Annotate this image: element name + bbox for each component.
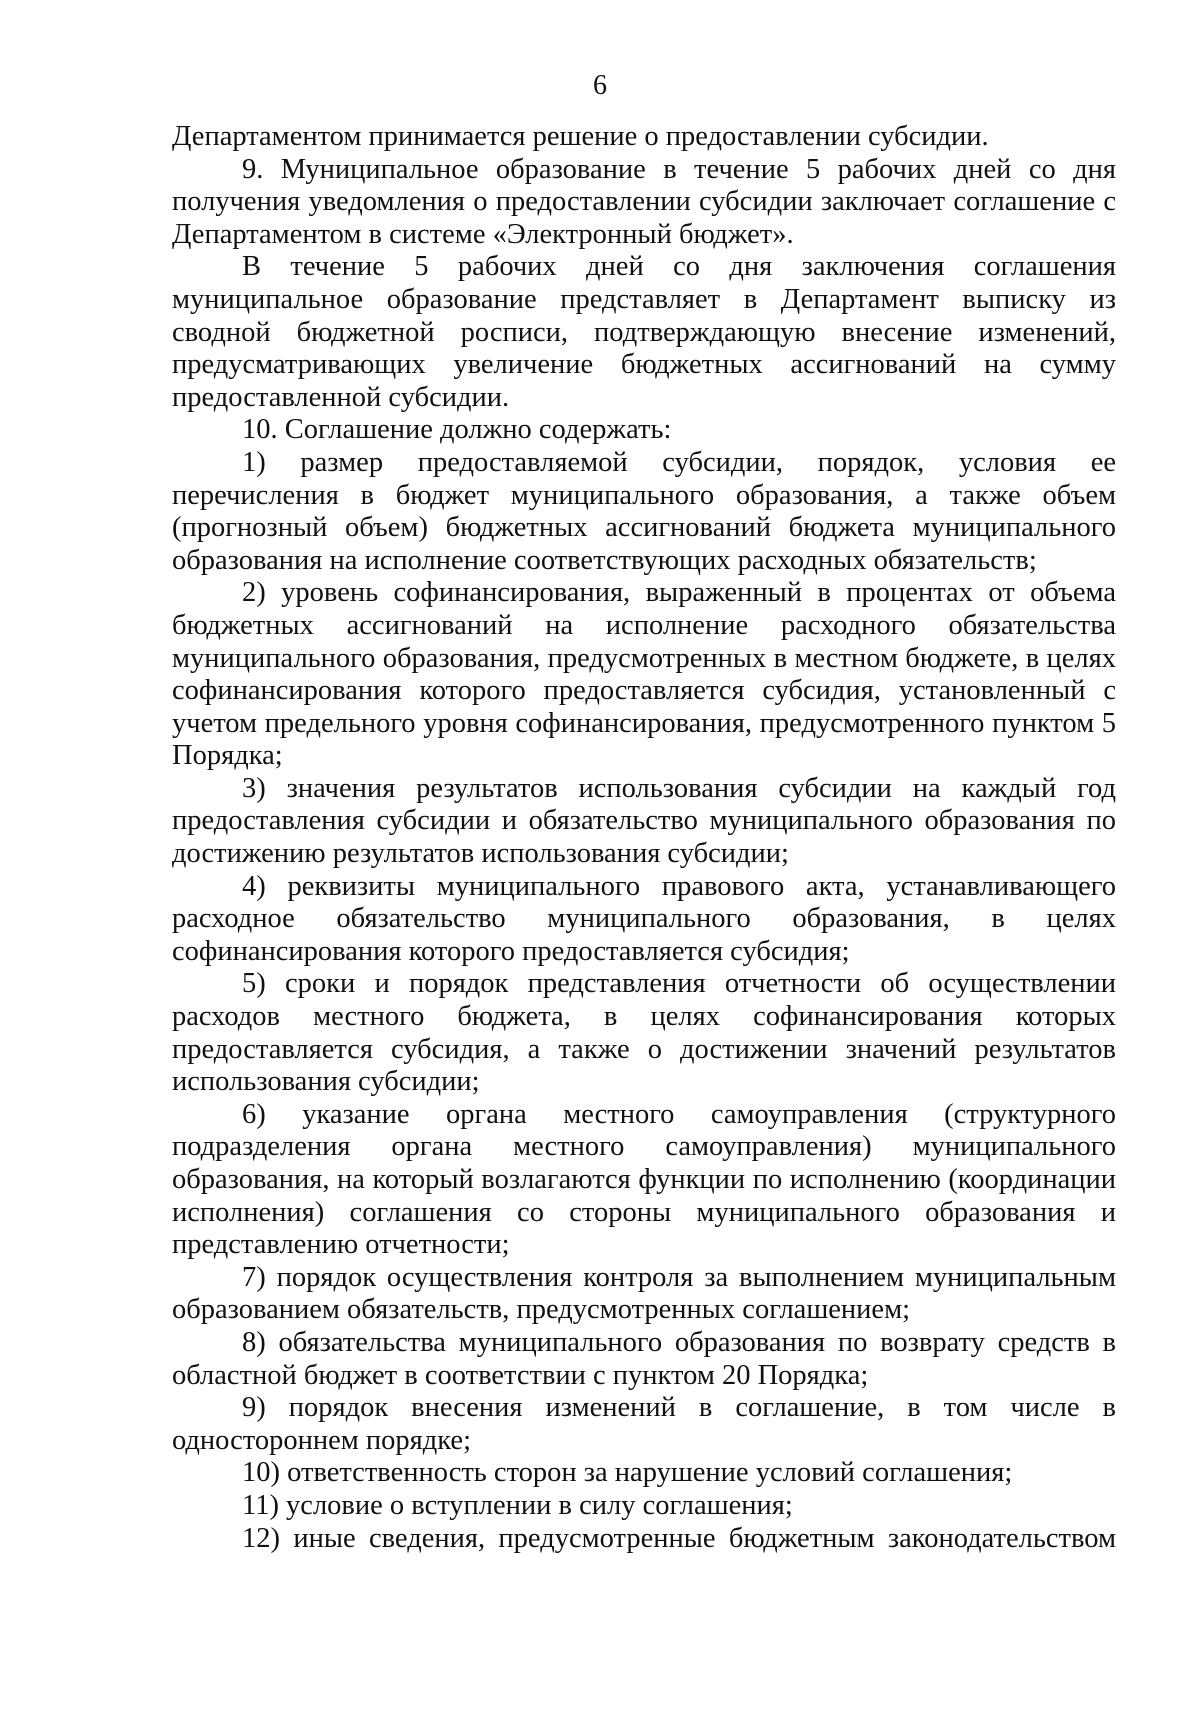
list-item-12: 12) иные сведения, предусмотренные бюджетным законодательством xyxy=(242,1522,1116,1554)
list-item-5: 5) сроки и порядок представления отчетности об осуществлении расходов местного бюджета, в целях софинансирования которых предоставляется субсидия, а также о достижении значений результатов использования субсидии; xyxy=(172,968,1116,1098)
paragraph-clause-10: 10. Соглашение должно содержать: xyxy=(242,414,672,446)
list-item-7: 7) порядок осуществления контроля за выполнением муниципальным образованием обязательств, предусмотренных соглашением; xyxy=(172,1261,1116,1326)
list-item-11: 11) условие о вступлении в силу соглашения; xyxy=(242,1489,793,1521)
page-number: 6 xyxy=(593,70,607,101)
list-item-6: 6) указание органа местного самоуправления (структурного подразделения органа местного самоуправления) муниципального образования, на который возлагаются функции по исполнению (координации исполнения) соглашения со стороны муниципального образования и представлению отчетности; xyxy=(172,1098,1116,1261)
list-item-3: 3) значения результатов использования субсидии на каждый год предоставления субсидии и обязательство муниципального образования по достижению результатов использования субсидии; xyxy=(172,772,1116,870)
list-item-4: 4) реквизиты муниципального правового акта, устанавливающего расходное обязательство муниципального образования, в целях софинансирования которого предоставляется субсидия; xyxy=(172,870,1116,967)
list-item-10: 10) ответственность сторон за нарушение условий соглашения; xyxy=(242,1457,1013,1489)
document-body xyxy=(172,121,1116,1555)
paragraph-clause-9: 9. Муниципальное образование в течение 5 рабочих дней со дня получения уведомления о предоставлении субсидии заключает соглашение с Департаментом в системе «Электронный бюджет». xyxy=(172,153,1116,250)
list-item-1: 1) размер предоставляемой субсидии, порядок, условия ее перечисления в бюджет муниципального образования, а также объем (прогнозный объем) бюджетных ассигнований бюджета муниципального образования на исполнение соответствующих расходных обязательств; xyxy=(172,446,1116,576)
paragraph-budget-extract: В течение 5 рабочих дней со дня заключения соглашения муниципальное образование представляет в Департамент выписку из сводной бюджетной росписи, подтверждающую внесение изменений, предусматривающих увеличение бюджетных ассигнований на сумму предоставленной субсидии. xyxy=(172,251,1116,413)
list-item-9: 9) порядок внесения изменений в соглашение, в том числе в одностороннем порядке; xyxy=(172,1392,1116,1456)
list-item-8: 8) обязательства муниципального образования по возврату средств в областной бюджет в соответствии с пунктом 20 Порядка; xyxy=(172,1326,1116,1391)
list-item-2: 2) уровень софинансирования, выраженный в процентах от объема бюджетных ассигнований на исполнение расходного обязательства муниципального образования, предусмотренных в местном бюджете, в целях софинансирования которого предоставляется субсидия, установленный с учетом предельного уровня софинансирования, предусмотренного пунктом 5 Порядка; xyxy=(172,577,1116,772)
paragraph-continuation: Департаментом принимается решение о предоставлении субсидии. xyxy=(172,121,989,152)
